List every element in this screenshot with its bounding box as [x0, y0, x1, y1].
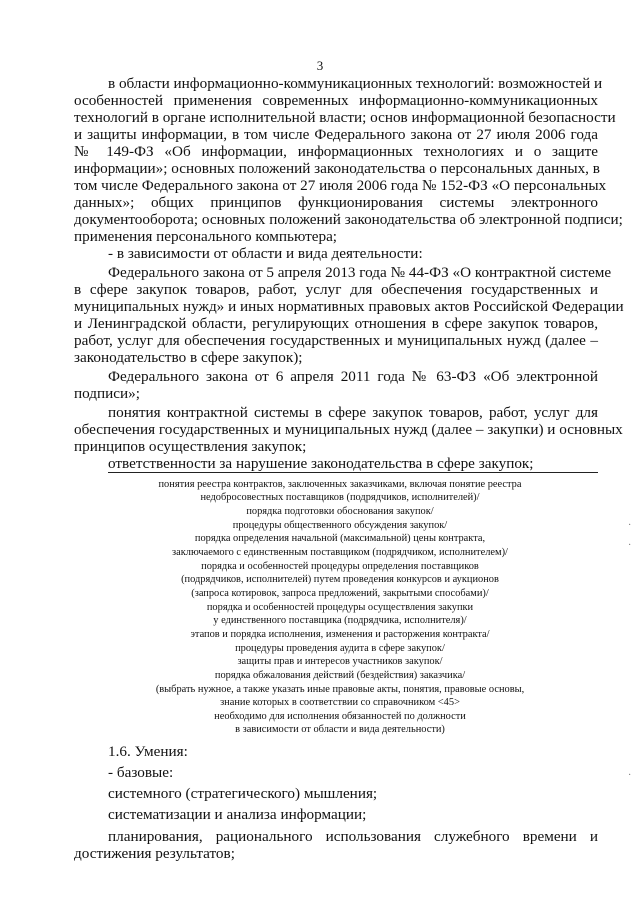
- text-line: - в зависимости от области и вида деятельности:: [108, 245, 423, 262]
- text-line: технологий в органе исполнительной власти; основ информационной безопасности: [74, 109, 616, 126]
- footnote-line: (подрядчиков, исполнителей) путем проведения конкурсов и аукционов: [181, 574, 499, 585]
- footnote-line: порядка и особенностей процедуры определения поставщиков: [201, 561, 479, 572]
- section-heading: 1.6. Умения:: [108, 743, 188, 760]
- footnote-line: понятия реестра контрактов, заключенных заказчиками, включая понятие реестра: [158, 479, 522, 490]
- text-line: данных»; общих принципов функционирования системы электронного: [74, 194, 598, 211]
- text-line: подписи»;: [74, 385, 140, 402]
- scan-mark: ·: [628, 770, 632, 781]
- footnote-line: порядка определения начальной (максимальной) цены контракта,: [194, 533, 486, 544]
- text-line: информации»; основных положений законодательства о персональных данных, в: [74, 160, 600, 177]
- scan-mark: ·: [628, 540, 632, 551]
- text-line: работ, услуг для обеспечения государственных и муниципальных нужд (далее –: [74, 332, 598, 349]
- text-line: применения персонального компьютера;: [74, 228, 338, 245]
- text-line: систематизации и анализа информации;: [108, 806, 367, 823]
- text-line: в сфере закупок товаров, работ, услуг для обеспечения государственных и: [74, 281, 598, 298]
- text-line: Федерального закона от 5 апреля 2013 года № 44-ФЗ «О контрактной системе: [108, 264, 612, 281]
- footnote-line: заключаемого с единственным поставщиком (подрядчиком, исполнителем)/: [172, 547, 508, 558]
- page-number: 3: [316, 58, 324, 73]
- footnote-line: знание которых в соответствии со справочником <45>: [220, 697, 460, 708]
- text-line: обеспечения государственных и муниципальных нужд (далее – закупки) и основных: [74, 421, 623, 438]
- text-line: и Ленинградской области, регулирующих отношения в сфере закупок товаров,: [74, 315, 598, 332]
- text-line: в области информационно-коммуникационных технологий: возможностей и: [108, 75, 603, 92]
- text-line: системного (стратегического) мышления;: [108, 785, 378, 802]
- text-line: Федерального закона от 6 апреля 2011 года № 63-ФЗ «Об электронной: [108, 368, 598, 385]
- text-line: законодательство в сфере закупок);: [74, 349, 303, 366]
- text-line: № 149-ФЗ «Об информации, информационных технологиях и о защите: [74, 143, 598, 160]
- text-line: достижения результатов;: [74, 845, 235, 862]
- text-line: принципов осуществления закупок;: [74, 438, 307, 455]
- text-line: и защиты информации, в том числе Федерального закона от 27 июля 2006 года: [74, 126, 598, 143]
- footnote-line: защиты прав и интересов участников закупок/: [237, 656, 443, 667]
- footnote-divider: [108, 472, 598, 473]
- footnote-line: этапов и порядка исполнения, изменения и расторжения контракта/: [190, 629, 490, 640]
- footnote-line: порядка обжалования действий (бездействия) заказчика/: [214, 670, 466, 681]
- text-line: особенностей применения современных информационно-коммуникационных: [74, 92, 598, 109]
- footnote-line: необходимо для исполнения обязанностей по должности: [214, 711, 466, 722]
- text-line: планирования, рационального использования служебного времени и: [108, 828, 598, 845]
- footnote-line: порядка и особенностей процедуры осуществления закупки: [206, 602, 474, 613]
- text-line: муниципальных нужд» и иных нормативных правовых актов Российской Федерации: [74, 298, 624, 315]
- footnote-line: порядка подготовки обоснования закупок/: [246, 506, 434, 517]
- footnote-line: (выбрать нужное, а также указать иные правовые акты, понятия, правовые основы,: [155, 684, 525, 695]
- text-line: понятия контрактной системы в сфере закупок товаров, работ, услуг для: [108, 404, 598, 421]
- footnote-line: (запроса котировок, запроса предложений, закрытыми способами)/: [191, 588, 489, 599]
- footnote-line: процедуры общественного обсуждения закупок/: [232, 520, 448, 531]
- text-line: документооборота; основных положений законодательства об электронной подписи;: [74, 211, 623, 228]
- footnote-line: у единственного поставщика (подрядчика, исполнителя)/: [213, 615, 467, 626]
- scan-mark: ·: [628, 520, 632, 531]
- footnote-line: недобросовестных поставщиков (подрядчиков, исполнителей)/: [200, 492, 480, 503]
- footnote-line: в зависимости от области и вида деятельности): [235, 724, 445, 735]
- footnote-line: процедуры проведения аудита в сфере закупок/: [235, 643, 445, 654]
- text-line: ответственности за нарушение законодательства в сфере закупок;: [108, 455, 534, 472]
- text-line: том числе Федерального закона от 27 июля 2006 года № 152-ФЗ «О персональных: [74, 177, 607, 194]
- text-line: - базовые:: [108, 764, 174, 781]
